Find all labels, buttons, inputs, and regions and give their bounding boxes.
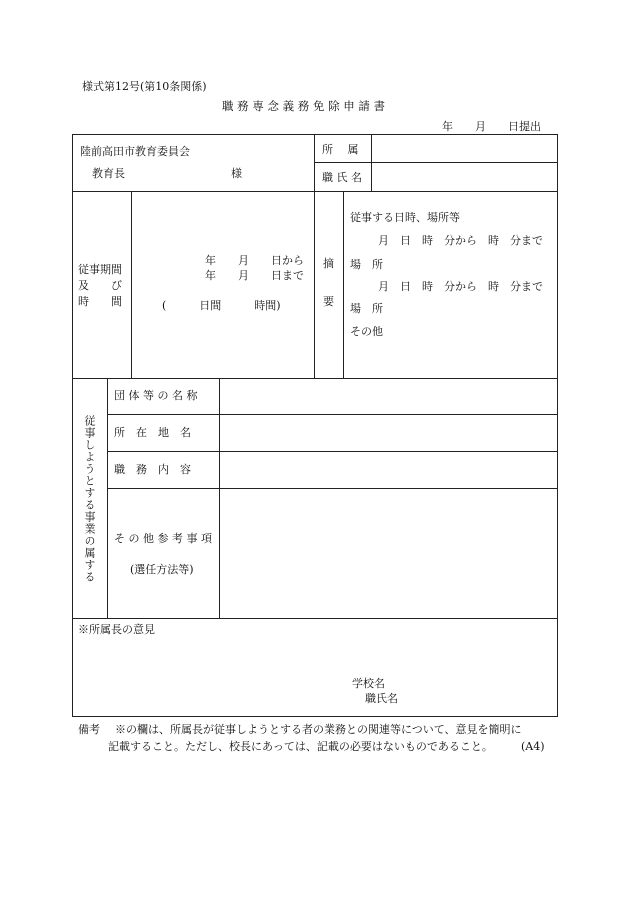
business-value-divider bbox=[219, 378, 220, 618]
duties-row-divider bbox=[107, 488, 558, 489]
duties-label: 職 務 内 容 bbox=[114, 463, 191, 476]
remarks-label: 備考 bbox=[78, 723, 100, 736]
submission-date-line: 年 月 日提出 bbox=[442, 120, 541, 133]
period-label-line3: 時 間 bbox=[78, 295, 122, 308]
applicant-label-divider bbox=[371, 134, 372, 191]
period-to-line: 年 月 日まで bbox=[205, 269, 304, 282]
period-summary-divider bbox=[314, 191, 315, 378]
business-label-divider bbox=[107, 378, 108, 618]
applicant-name-label: 職 氏 名 bbox=[322, 171, 362, 184]
affiliation-label: 所 属 bbox=[322, 143, 359, 156]
period-label-line1: 従事期間 bbox=[78, 263, 122, 276]
superintendent-label: 教育長 bbox=[92, 167, 125, 180]
addressee-column-divider bbox=[314, 134, 315, 191]
remarks-line2: 記載すること。ただし、校長にあっては、記載の必要はないものであること。 bbox=[108, 740, 493, 753]
summary-label-top: 摘 bbox=[323, 257, 334, 270]
summary-line: 月 日 時 分から 時 分まで bbox=[378, 280, 543, 293]
summary-line: 月 日 時 分から 時 分まで bbox=[378, 234, 543, 247]
honorific-sama: 様 bbox=[231, 167, 242, 180]
board-name: 陸前高田市教育委員会 bbox=[80, 145, 190, 158]
summary-label-divider bbox=[343, 191, 344, 378]
period-label-divider bbox=[131, 191, 132, 378]
org-name-row-divider bbox=[107, 414, 558, 415]
business-section-divider bbox=[72, 618, 558, 619]
period-label-line2: 及 び bbox=[78, 279, 122, 292]
appointment-method-label: (選任方法等) bbox=[130, 563, 194, 576]
address-label: 所 在 地 名 bbox=[114, 426, 191, 439]
paper-size-note: (A4) bbox=[521, 740, 545, 753]
principal-opinion-label: ※所属長の意見 bbox=[78, 623, 155, 636]
summary-line: 従事する日時、場所等 bbox=[350, 211, 460, 224]
page-title: 職 務 専 念 義 務 免 除 申 請 書 bbox=[222, 99, 386, 113]
period-from-line: 年 月 日から bbox=[205, 254, 304, 267]
other-reference-label: そ の 他 参 考 事 項 bbox=[114, 532, 212, 545]
principal-name-label: 職氏名 bbox=[365, 692, 398, 705]
org-name-label: 団 体 等 の 名 称 bbox=[114, 389, 198, 402]
form-number: 様式第12号(第10条関係) bbox=[82, 80, 207, 93]
period-total-line: ( 日間 時間) bbox=[162, 299, 281, 312]
applicant-row-divider bbox=[314, 162, 558, 163]
summary-line: 場 所 bbox=[350, 302, 383, 315]
addressee-section-divider bbox=[72, 191, 558, 192]
business-section-label: 従事しようとする事業の属する bbox=[83, 415, 96, 583]
address-row-divider bbox=[107, 451, 558, 452]
school-name-label: 学校名 bbox=[352, 677, 385, 690]
period-section-divider bbox=[72, 378, 558, 379]
summary-label-bottom: 要 bbox=[323, 295, 334, 308]
remarks-line1: ※の欄は、所属長が従事しようとする者の業務との関連等について、意見を簡明に bbox=[115, 723, 522, 736]
summary-line: その他 bbox=[350, 325, 383, 338]
summary-line: 場 所 bbox=[350, 258, 383, 271]
